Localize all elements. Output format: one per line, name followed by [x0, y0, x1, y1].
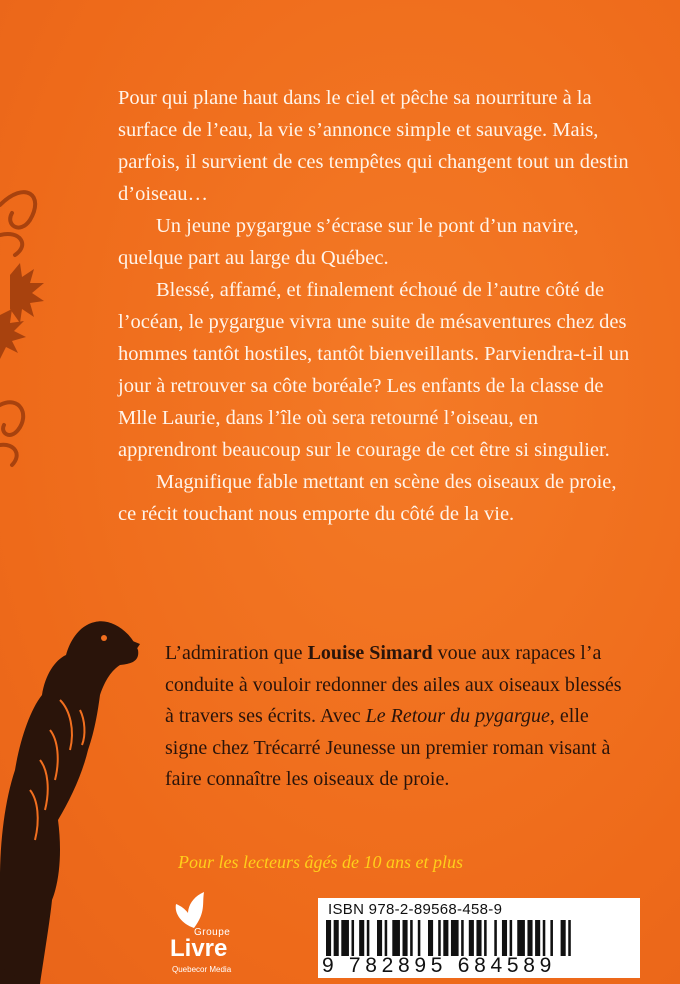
floral-ornament-icon	[0, 175, 60, 475]
publisher-livre: Livre	[170, 935, 228, 962]
blurb-paragraph-3: Blessé, affamé, et finalement échoué de l’autre côté de l’océan, le pygargue vivra une suite de mésaventures chez des hommes tantôt hostiles, tantôt bienveillants. Parviendra-t-il un jour à retrouver sa côte boréale? Les enfants de la classe de Mlle Laurie, dans l’île où sera retourné l’oiseau, en apprendront beaucoup sur le courage de cet être si singulier.	[118, 279, 630, 461]
blurb-paragraph-2: Un jeune pygargue s’écrase sur le pont d’un navire, quelque part au large du Québec.	[118, 215, 579, 269]
age-recommendation: Pour les lecteurs âgés de 10 ans et plus	[178, 852, 463, 872]
publisher-groupe: Groupe	[194, 927, 231, 938]
eagle-silhouette-icon	[0, 600, 160, 984]
blurb-paragraph-4: Magnifique fable mettant en scène des oiseaux de proie, ce récit touchant nous emporte du côté de la vie.	[118, 471, 617, 525]
book-title: Le Retour du pygargue	[365, 705, 550, 727]
barcode-digits: 9 782895 684589	[322, 954, 556, 977]
author-name: Louise Simard	[307, 642, 433, 664]
blurb-paragraph-1: Pour qui plane haut dans le ciel et pêche sa nourriture à la surface de l’eau, la vie s’annonce simple et sauvage. Mais, parfois, il survient de ces tempêtes qui changent tout un destin d’oiseau…	[118, 87, 629, 205]
isbn-label: ISBN 978-2-89568-458-9	[328, 901, 503, 918]
author-bio-middle: voue aux rapaces l’a conduite à vouloir redonner des ailes aux oiseaux blessés à travers ses écrits. Avec	[165, 642, 622, 727]
leaf-icon	[164, 890, 224, 930]
author-bio	[165, 638, 635, 796]
author-bio-intro: L’admiration que	[165, 642, 308, 664]
author-bio-end: , elle signe chez Trécarré Jeunesse un premier roman visant à faire connaître les oiseaux de proie.	[165, 705, 611, 790]
blurb	[118, 82, 638, 530]
publisher-quebecor: Quebecor Media	[172, 965, 232, 974]
barcode-icon	[326, 920, 632, 956]
publisher-logo	[150, 890, 240, 976]
barcode-box	[318, 898, 640, 978]
author-bio-paragraph	[165, 638, 635, 796]
